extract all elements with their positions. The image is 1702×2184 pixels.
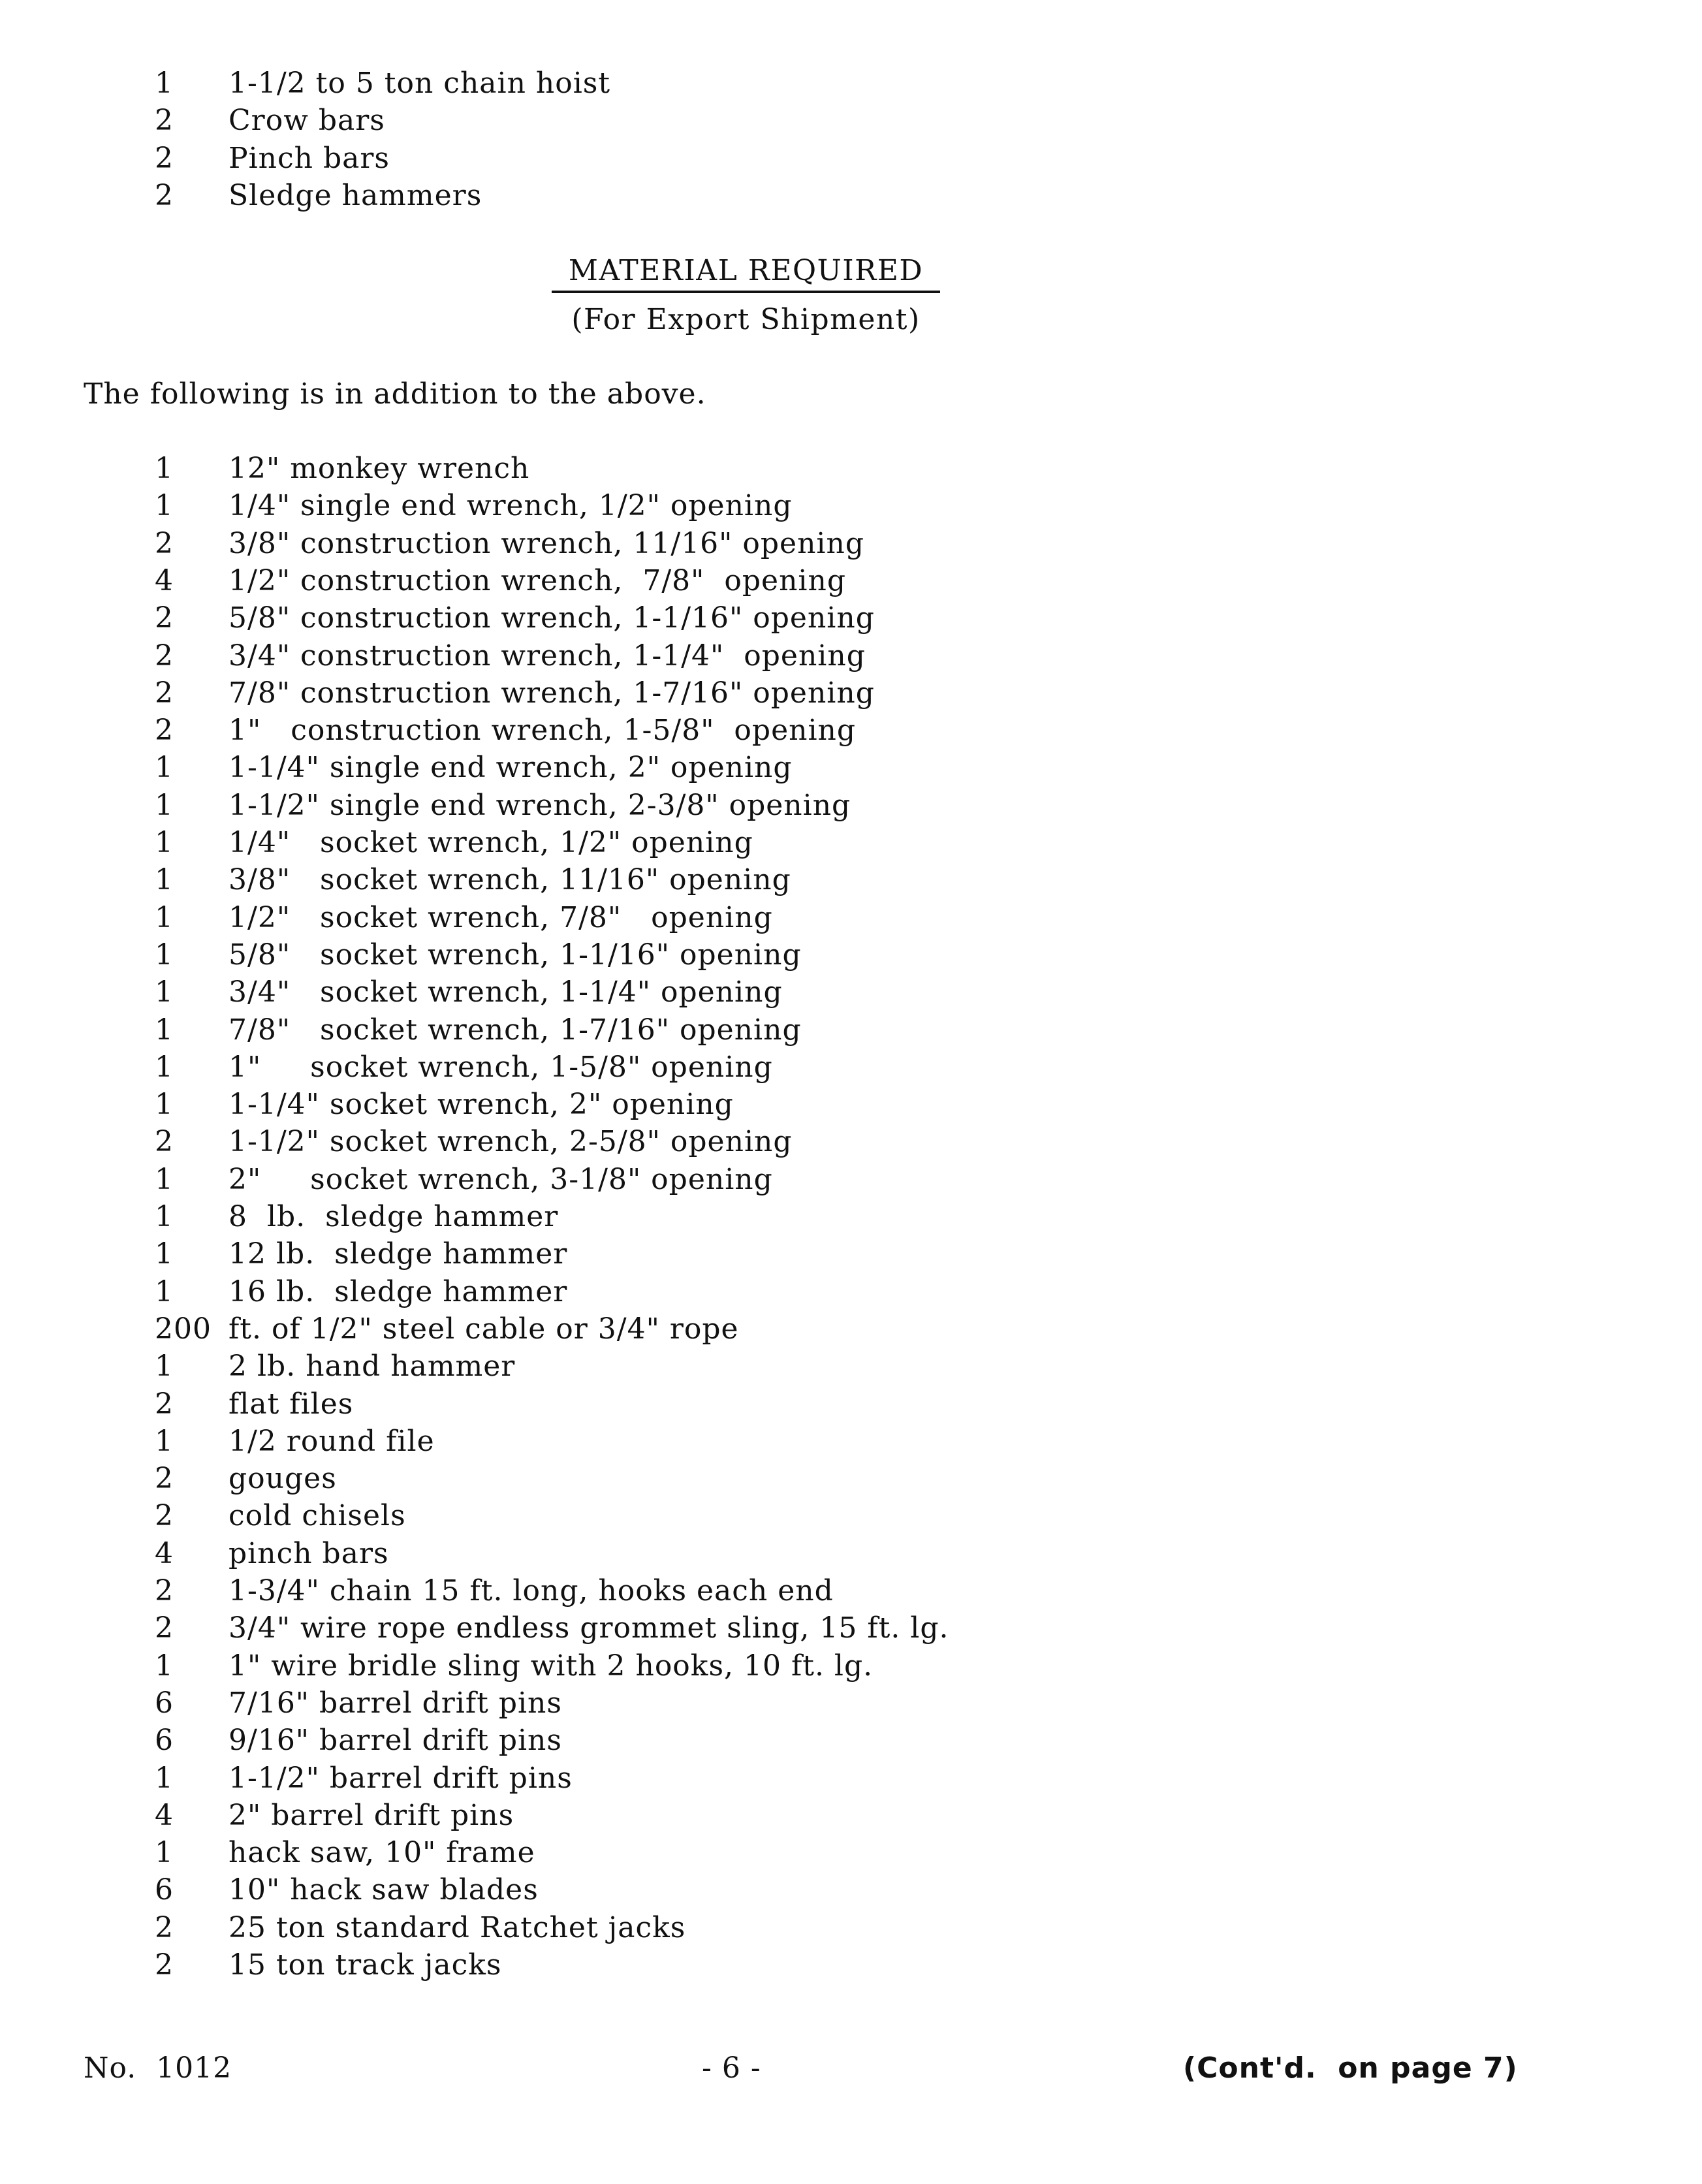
item-description: 5/8" socket wrench, 1-1/16" opening [229,938,802,972]
item-quantity: 1 [155,1836,174,1870]
section-title: MATERIAL REQUIRED [552,253,940,293]
item-quantity: 1 [155,1649,174,1683]
page-number: - 6 - [702,2051,761,2085]
continued-note: (Cont'd. on page 7) [1183,2051,1518,2085]
item-quantity: 2 [155,601,174,635]
item-quantity: 2 [155,1611,174,1645]
item-description: 1" wire bridle sling with 2 hooks, 10 ft. lg. [229,1649,874,1683]
item-description: 2 lb. hand hammer [229,1350,516,1384]
item-description: 1-1/2 to 5 ton chain hoist [229,67,611,100]
item-description: 3/8" socket wrench, 11/16" opening [229,863,791,897]
item-description: 12 lb. sledge hammer [229,1237,568,1271]
item-quantity: 2 [155,714,174,748]
item-quantity: 6 [155,1724,174,1758]
item-description: 1/2" socket wrench, 7/8" opening [229,900,773,934]
item-description: cold chisels [229,1499,406,1533]
item-description: 1-1/4" single end wrench, 2" opening [229,751,793,785]
item-description: 1/2 round file [229,1424,435,1458]
item-description: ft. of 1/2" steel cable or 3/4" rope [229,1312,739,1346]
item-quantity: 2 [155,178,174,212]
item-description: 9/16" barrel drift pins [229,1724,562,1758]
item-description: Sledge hammers [229,178,482,212]
item-quantity: 2 [155,639,174,673]
item-description: 7/8" socket wrench, 1-7/16" opening [229,1013,802,1047]
item-quantity: 2 [155,1499,174,1533]
item-quantity: 6 [155,1873,174,1907]
item-description: 3/4" construction wrench, 1-1/4" opening [229,639,866,673]
item-quantity: 4 [155,1536,174,1570]
item-quantity: 2 [155,1125,174,1159]
item-description: 10" hack saw blades [229,1873,539,1907]
item-quantity: 1 [155,1162,174,1196]
item-quantity: 1 [155,938,174,972]
item-quantity: 1 [155,1013,174,1047]
item-description: 1" socket wrench, 1-5/8" opening [229,1050,773,1084]
item-quantity: 1 [155,452,174,485]
item-quantity: 2 [155,1910,174,1944]
item-quantity: 2 [155,1574,174,1607]
item-description: 1/2" construction wrench, 7/8" opening [229,563,846,597]
item-description: 1-1/2" single end wrench, 2-3/8" opening [229,788,851,822]
item-quantity: 1 [155,788,174,822]
item-description: 1-3/4" chain 15 ft. long, hooks each end [229,1574,834,1607]
item-quantity: 1 [155,489,174,523]
item-description: 3/4" wire rope endless grommet sling, 15 ft. lg. [229,1611,949,1645]
item-description: 16 lb. sledge hammer [229,1274,568,1308]
item-quantity: 1 [155,1200,174,1233]
item-quantity: 4 [155,1798,174,1832]
item-description: 1/4" single end wrench, 1/2" opening [229,489,793,523]
item-description: 3/8" construction wrench, 11/16" opening [229,526,865,560]
item-description: 3/4" socket wrench, 1-1/4" opening [229,975,783,1009]
item-quantity: 2 [155,141,174,175]
section-subtitle: (For Export Shipment) [571,303,921,336]
item-description: 2" socket wrench, 3-1/8" opening [229,1162,773,1196]
item-quantity: 200 [155,1312,212,1346]
item-quantity: 1 [155,1350,174,1384]
item-quantity: 1 [155,67,174,100]
item-description: 1-1/2" socket wrench, 2-5/8" opening [229,1125,793,1159]
item-description: 1" construction wrench, 1-5/8" opening [229,714,857,748]
item-quantity: 4 [155,563,174,597]
item-description: hack saw, 10" frame [229,1836,535,1870]
item-description: Crow bars [229,104,385,138]
item-quantity: 1 [155,1274,174,1308]
item-quantity: 2 [155,526,174,560]
item-quantity: 1 [155,975,174,1009]
item-description: 8 lb. sledge hammer [229,1200,559,1233]
item-description: 25 ton standard Ratchet jacks [229,1910,686,1944]
item-quantity: 2 [155,104,174,138]
item-quantity: 2 [155,676,174,710]
item-description: Pinch bars [229,141,390,175]
document-number: No. 1012 [84,2051,232,2085]
item-description: 1/4" socket wrench, 1/2" opening [229,826,753,859]
item-quantity: 1 [155,863,174,897]
item-quantity: 1 [155,1088,174,1122]
item-quantity: 1 [155,826,174,859]
item-description: 15 ton track jacks [229,1948,502,1982]
item-quantity: 1 [155,1237,174,1271]
item-description: 12" monkey wrench [229,452,530,485]
item-description: pinch bars [229,1536,389,1570]
item-quantity: 1 [155,900,174,934]
item-quantity: 2 [155,1462,174,1496]
item-description: flat files [229,1387,354,1421]
item-quantity: 6 [155,1686,174,1720]
item-description: 5/8" construction wrench, 1-1/16" opening [229,601,875,635]
item-quantity: 2 [155,1387,174,1421]
item-quantity: 1 [155,1761,174,1795]
item-description: 2" barrel drift pins [229,1798,514,1832]
item-description: 7/16" barrel drift pins [229,1686,562,1720]
intro-text: The following is in addition to the above. [84,377,706,411]
item-quantity: 1 [155,1424,174,1458]
item-quantity: 1 [155,751,174,785]
item-quantity: 2 [155,1948,174,1982]
item-description: 1-1/4" socket wrench, 2" opening [229,1088,734,1122]
item-description: 1-1/2" barrel drift pins [229,1761,573,1795]
item-description: 7/8" construction wrench, 1-7/16" opening [229,676,875,710]
item-description: gouges [229,1462,337,1496]
item-quantity: 1 [155,1050,174,1084]
